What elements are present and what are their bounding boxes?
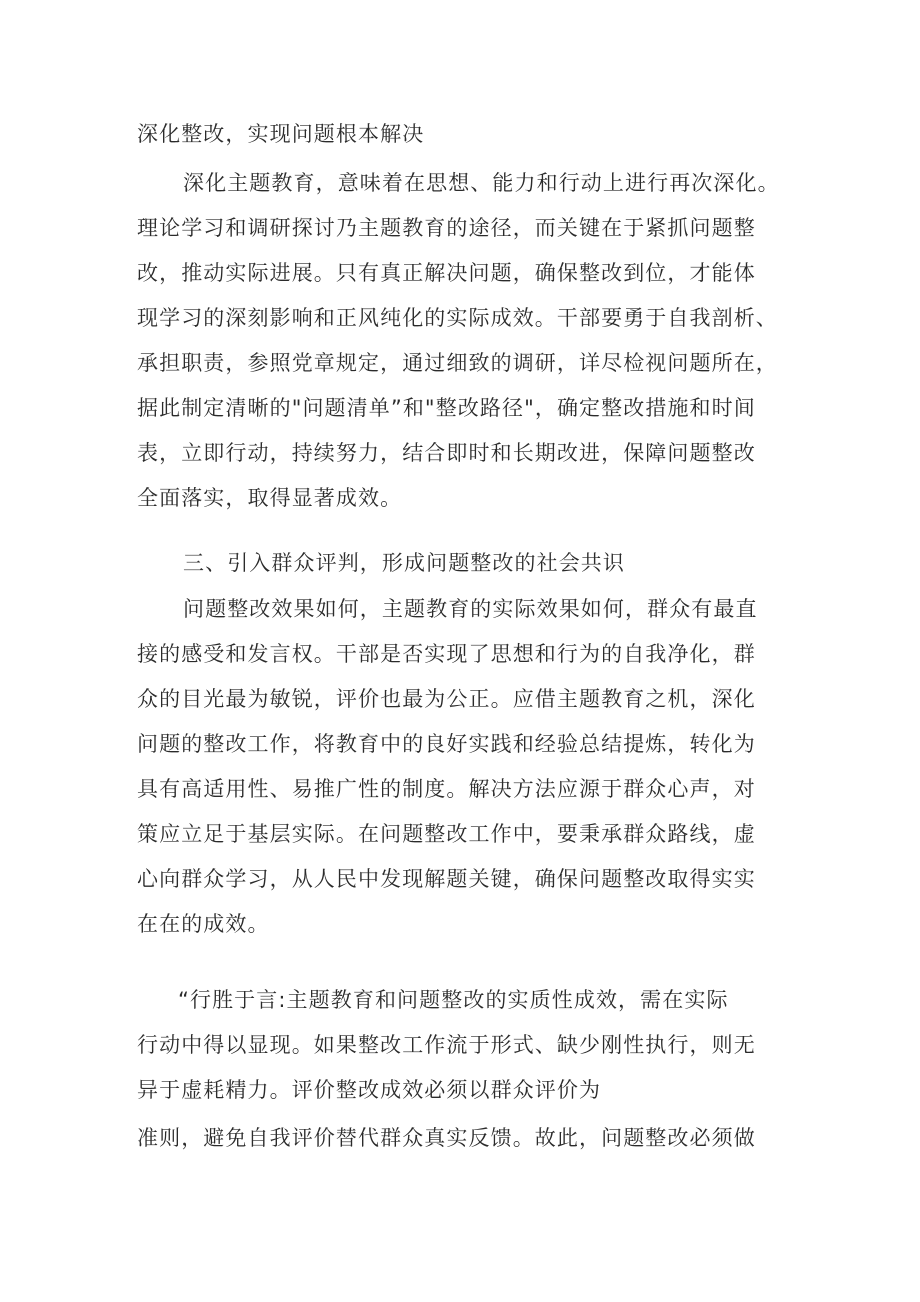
paragraph-line: 心向群众学习，从人民中发现解题关键，确保问题整改取得实实 xyxy=(137,867,756,891)
section-heading: 深化整改，实现问题根本解决 xyxy=(137,122,425,146)
paragraph-line: 问题整改效果如何，主题教育的实际效果如何，群众有最直 xyxy=(183,597,758,621)
paragraph-line: 具有高适用性、易推广性的制度。解决方法应源于群众心声，对 xyxy=(137,777,756,801)
paragraph-line: 承担职责，参照党章规定，通过细致的调研，详尽检视问题所在， xyxy=(137,351,778,375)
paragraph-line: 深化主题教育，意味着在思想、能力和行动上进行再次深化。 xyxy=(183,171,780,195)
paragraph-line: 表，立即行动，持续努力，结合即时和长期改进，保障问题整改 xyxy=(137,441,756,465)
paragraph-line: 理论学习和调研探讨乃主题教育的途径，而关键在于紧抓问题整 xyxy=(137,216,756,240)
paragraph-line: 在在的成效。 xyxy=(137,912,270,936)
section-heading: 三、引入群众评判，形成问题整改的社会共识 xyxy=(183,551,625,575)
paragraph-line: 异于虚耗精力。评价整改成效必须以群众评价为 xyxy=(137,1078,602,1102)
paragraph-line: 众的目光最为敏锐，评价也最为公正。应借主题教育之机，深化 xyxy=(137,687,756,711)
paragraph-line: 现学习的深刻影响和正风纯化的实际成效。干部要勇于自我剖析、 xyxy=(137,306,778,330)
paragraph-line: 问题的整改工作，将教育中的良好实践和经验总结提炼，转化为 xyxy=(137,732,756,756)
paragraph-line: “行胜于言:主题教育和问题整改的实质性成效，需在实际 xyxy=(178,988,729,1012)
paragraph-line: 据此制定清晰的"问题清单”和"整改路径"，确定整改措施和时间 xyxy=(137,396,756,420)
paragraph-line: 全面落实，取得显著成效。 xyxy=(137,486,403,510)
paragraph-line: 接的感受和发言权。干部是否实现了思想和行为的自我净化，群 xyxy=(137,642,756,666)
paragraph-line: 改，推动实际进展。只有真正解决问题，确保整改到位，才能体 xyxy=(137,261,756,285)
paragraph-line: 准则，避免自我评价替代群众真实反馈。故此，问题整改必须做 xyxy=(137,1126,756,1150)
paragraph-line: 策应立足于基层实际。在问题整改工作中，要秉承群众路线，虚 xyxy=(137,822,756,846)
paragraph-line: 行动中得以显现。如果整改工作流于形式、缺少刚性执行，则无 xyxy=(137,1033,756,1057)
